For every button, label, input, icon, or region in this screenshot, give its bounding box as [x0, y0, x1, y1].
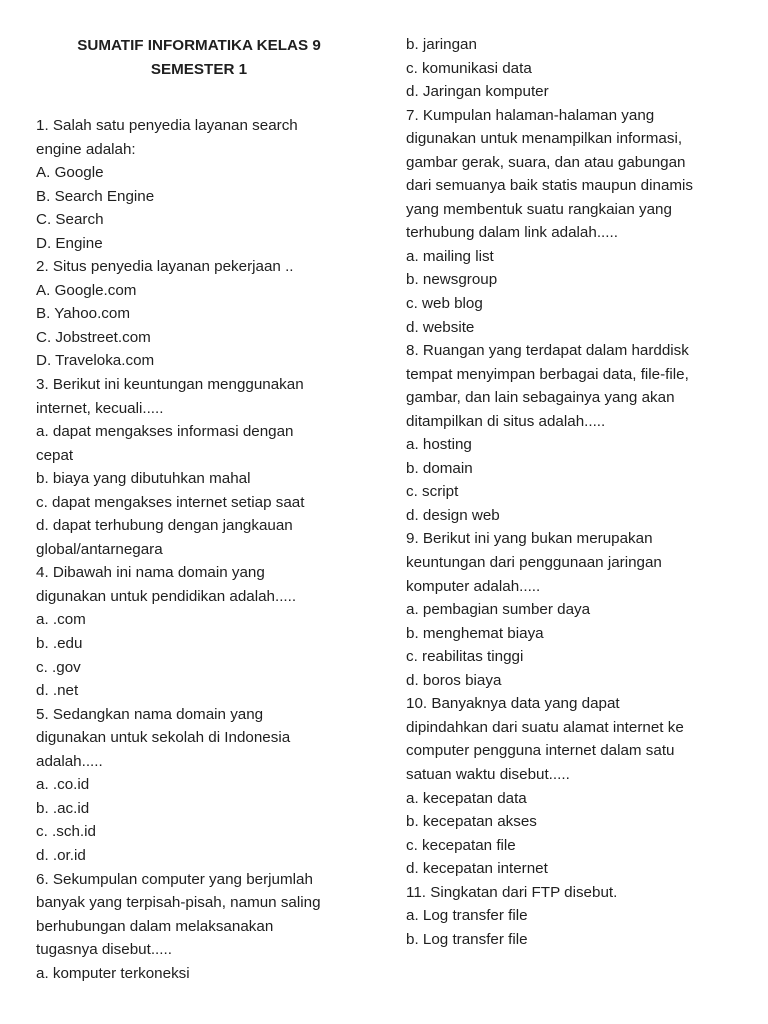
text-line: internet, kecuali..... [36, 399, 164, 417]
text-line: komputer adalah..... [406, 577, 541, 595]
text-line: 9. Berikut ini yang bukan merupakan [406, 530, 653, 548]
text-line: b. kecepatan akses [406, 813, 537, 831]
text-line: 3. Berikut ini keuntungan menggunakan [36, 376, 304, 394]
text-line: a. kecepatan data [406, 789, 527, 807]
text-line: b. biaya yang dibutuhkan mahal [36, 470, 251, 488]
text-line: tempat menyimpan berbagai data, file-file, [406, 365, 689, 383]
text-line: d. .net [36, 682, 79, 700]
text-line: a. pembagian sumber daya [406, 601, 591, 619]
text-line: terhubung dalam link adalah..... [406, 224, 618, 242]
text-line: keuntungan dari penggunaan jaringan [406, 554, 662, 572]
text-line: b. newsgroup [406, 271, 498, 289]
text-line: C. Search [36, 211, 104, 229]
text-line: 4. Dibawah ini nama domain yang [36, 564, 265, 582]
text-line: gambar, dan lain sebagainya yang akan [406, 389, 675, 407]
text-line: A. Google [36, 164, 104, 182]
text-line: a. .com [36, 611, 86, 629]
text-line: 1. Salah satu penyedia layanan search [36, 117, 298, 134]
text-line: tugasnya disebut..... [36, 941, 172, 959]
text-line: c. komunikasi data [406, 59, 532, 77]
text-line: b. menghemat biaya [406, 624, 544, 642]
text-line: c. script [406, 483, 459, 501]
text-line: a. .co.id [36, 776, 90, 794]
text-line: C. Jobstreet.com [36, 328, 151, 346]
text-line: c. reabilitas tinggi [406, 648, 524, 666]
text-line: a. dapat mengakses informasi dengan [36, 423, 294, 441]
text-line: B. Yahoo.com [36, 305, 130, 323]
text-line: c. kecepatan file [406, 836, 516, 854]
page-title [36, 34, 362, 82]
text-line: c. .sch.id [36, 823, 96, 841]
text-line: banyak yang terpisah-pisah, namun saling [36, 894, 321, 912]
text-line: b. .edu [36, 635, 83, 653]
title-line-2: SEMESTER 1 [150, 61, 248, 78]
text-line: c. web blog [406, 295, 483, 313]
left-column-text [36, 114, 321, 985]
text-line: d. boros biaya [406, 671, 502, 689]
text-line: 5. Sedangkan nama domain yang [36, 705, 264, 723]
text-line: D. Engine [36, 234, 103, 252]
text-line: b. domain [406, 459, 473, 477]
text-line: yang membentuk suatu rangkaian yang [406, 200, 672, 218]
text-line: b. Log transfer file [406, 930, 528, 948]
text-line: 7. Kumpulan halaman-halaman yang [406, 106, 655, 124]
text-line: computer pengguna internet dalam satu [406, 742, 675, 760]
text-line: d. website [406, 318, 475, 336]
text-line: berhubungan dalam melaksanakan [36, 917, 274, 935]
text-line: global/antarnegara [36, 540, 163, 558]
text-line: b. jaringan [406, 36, 477, 53]
text-line: d. design web [406, 506, 500, 524]
text-line: digunakan untuk pendidikan adalah..... [36, 587, 297, 605]
text-line: B. Search Engine [36, 187, 155, 205]
text-line: adalah..... [36, 752, 103, 770]
text-line: digunakan untuk menampilkan informasi, [406, 130, 683, 148]
text-line: a. Log transfer file [406, 907, 528, 925]
text-line: d. Jaringan komputer [406, 83, 549, 101]
text-line: engine adalah: [36, 140, 136, 158]
text-line: ditampilkan di situs adalah..... [406, 412, 606, 430]
text-line: d. dapat terhubung dengan jangkauan [36, 517, 293, 535]
text-line: c. dapat mengakses internet setiap saat [36, 493, 305, 511]
text-line: satuan waktu disebut..... [406, 765, 570, 783]
text-line: a. hosting [406, 436, 472, 454]
title-line-1: SUMATIF INFORMATIKA KELAS 9 [77, 37, 321, 54]
text-line: 2. Situs penyedia layanan pekerjaan .. [36, 258, 294, 276]
text-line: c. .gov [36, 658, 81, 676]
text-line: dari semuanya baik statis maupun dinamis [406, 177, 694, 195]
text-line: A. Google.com [36, 281, 137, 299]
text-line: 11. Singkatan dari FTP disebut. [406, 883, 618, 901]
text-line: a. komputer terkoneksi [36, 964, 190, 982]
text-line: 10. Banyaknya data yang dapat [406, 695, 620, 713]
text-line: 8. Ruangan yang terdapat dalam harddisk [406, 342, 689, 360]
right-column-text [406, 33, 693, 951]
text-line: b. .ac.id [36, 799, 90, 817]
text-line: gambar gerak, suara, dan atau gabungan [406, 153, 686, 171]
text-line: dipindahkan dari suatu alamat internet ke [406, 718, 684, 736]
text-line: D. Traveloka.com [36, 352, 155, 370]
text-line: a. mailing list [406, 247, 494, 265]
text-line: cepat [36, 446, 74, 464]
text-line: digunakan untuk sekolah di Indonesia [36, 729, 291, 747]
text-line: 6. Sekumpulan computer yang berjumlah [36, 870, 313, 888]
text-line: d. kecepatan internet [406, 860, 548, 878]
text-line: d. .or.id [36, 846, 86, 864]
